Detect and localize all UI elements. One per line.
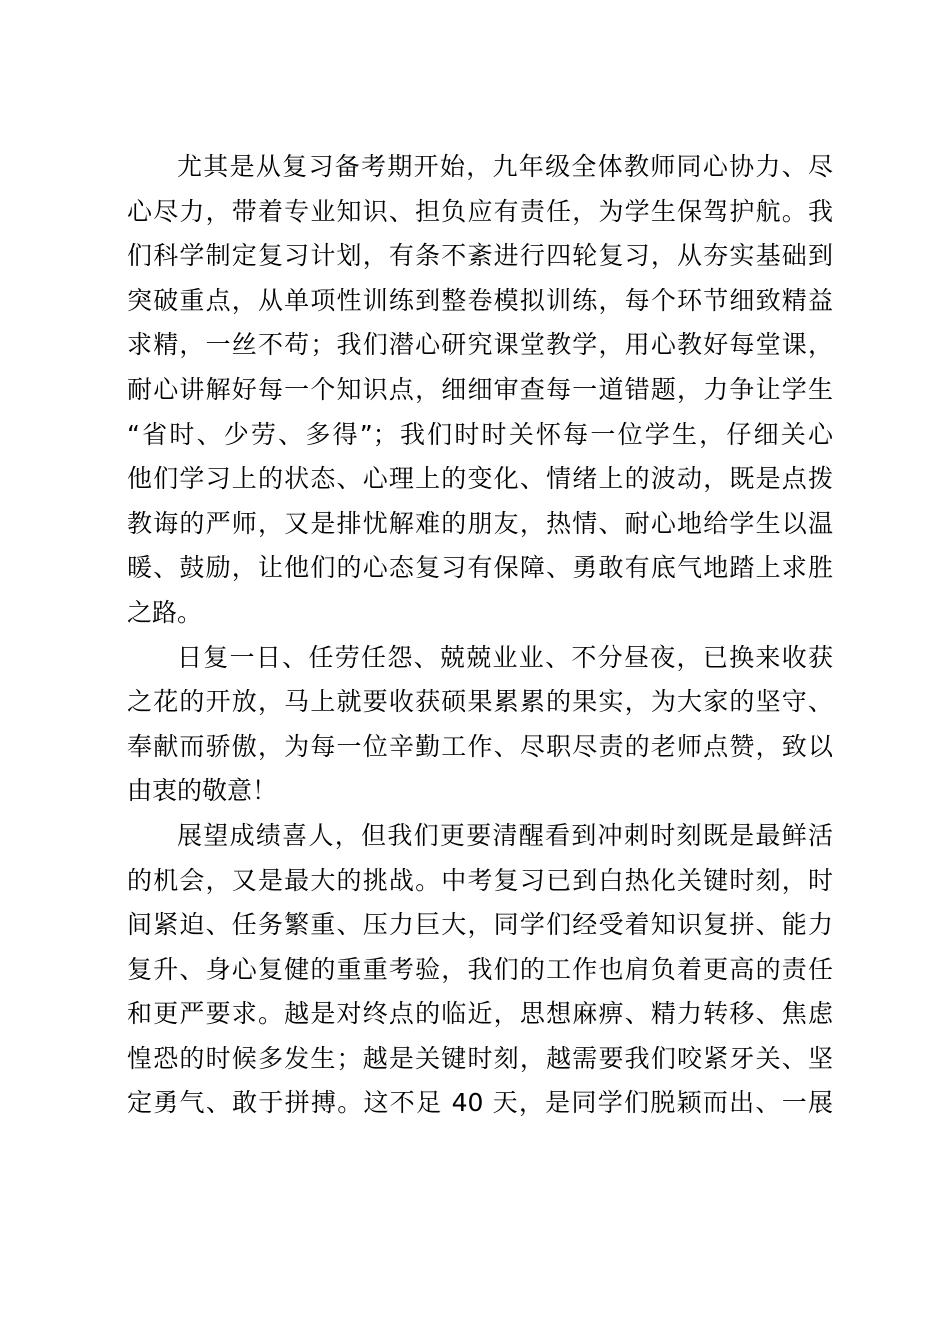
paragraph-1-line-5: 求精，一丝不苟；我们潜心研究课堂教学，用心教好每堂课， xyxy=(127,330,833,360)
paragraph-3-line-4: 复升、身心复健的重重考验，我们的工作也肩负着更高的责任 xyxy=(127,954,833,984)
paragraph-1-line-3: 们科学制定复习计划，有条不紊进行四轮复习，从夯实基础到 xyxy=(127,241,833,271)
paragraph-1-line-1: 尤其是从复习备考期开始，九年级全体教师同心协力、尽 xyxy=(177,152,833,181)
paragraph-2-line-4: 由衷的敬意！ xyxy=(127,776,278,806)
paragraph-1-line-4: 突破重点，从单项性训练到整卷模拟训练，每个环节细致精益 xyxy=(127,285,833,315)
paragraph-1-line-2: 心尽力，带着专业知识、担负应有责任，为学生保驾护航。我 xyxy=(127,196,833,226)
paragraph-2-line-3: 奉献而骄傲，为每一位辛勤工作、尽职尽责的老师点赞，致以 xyxy=(127,731,833,761)
paragraph-1-line-10: 暖、鼓励，让他们的心态复习有保障、勇敢有底气地踏上求胜 xyxy=(127,553,833,583)
paragraph-3-line-1: 展望成绩喜人，但我们更要清醒看到冲刺时刻既是最鲜活 xyxy=(177,820,833,850)
paragraph-3-line-2: 的机会，又是最大的挑战。中考复习已到白热化关键时刻，时 xyxy=(127,865,833,895)
paragraph-3-line-5: 和更严要求。越是对终点的临近，思想麻痹、精力转移、焦虑 xyxy=(127,999,833,1029)
paragraph-2-line-2: 之花的开放，马上就要收获硕果累累的果实，为大家的坚守、 xyxy=(127,687,833,717)
paragraph-1-line-8: 他们学习上的状态、心理上的变化、情绪上的波动，既是点拨 xyxy=(127,464,833,494)
paragraph-2-line-1: 日复一日、任劳任怨、兢兢业业、不分昼夜，已换来收获 xyxy=(177,642,833,672)
paragraph-3-line-7: 定勇气、敢于拼搏。这不足 40 天，是同学们脱颖而出、一展 xyxy=(127,1088,833,1118)
paragraph-1-line-9: 教诲的严师，又是排忧解难的朋友，热情、耐心地给学生以温 xyxy=(127,508,833,538)
paragraph-1-line-7: “省时、少劳、多得”；我们时时关怀每一位学生，仔细关心 xyxy=(127,419,833,449)
paragraph-3-line-6: 惶恐的时候多发生；越是关键时刻，越需要我们咬紧牙关、坚 xyxy=(127,1043,833,1073)
paragraph-1-line-11: 之路。 xyxy=(127,597,203,627)
body-text xyxy=(127,145,833,1126)
paragraph-1-line-6: 耐心讲解好每一个知识点，细细审查每一道错题，力争让学生 xyxy=(127,374,833,404)
paragraph-3-line-3: 间紧迫、任务繁重、压力巨大，同学们经受着知识复拼、能力 xyxy=(127,910,833,940)
